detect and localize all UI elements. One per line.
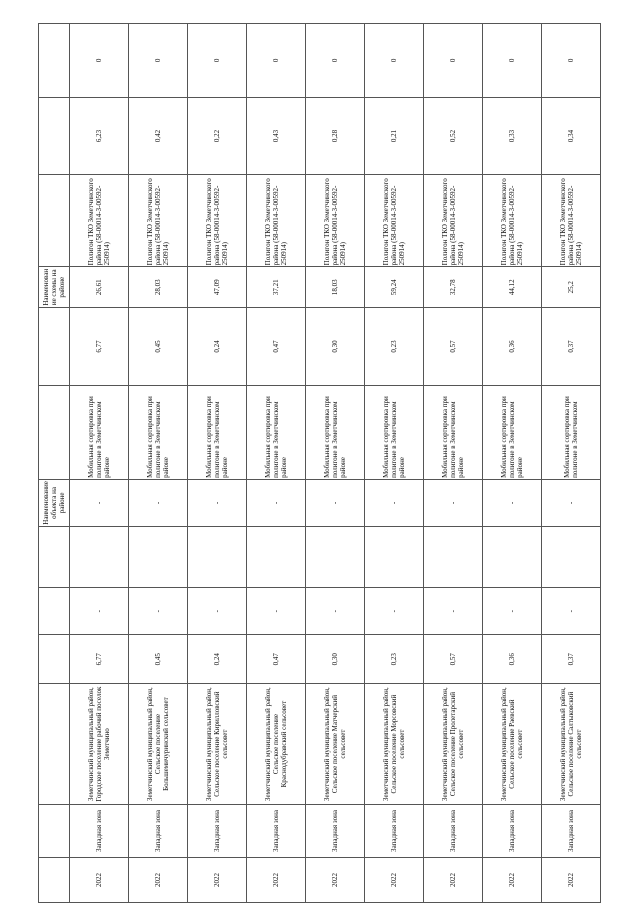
facility-cell: Мобильная сортировка при полигоне в Земетчинском районе xyxy=(306,385,365,479)
header-cell: Наименование схемы на районе xyxy=(39,267,70,308)
year-cell: 2022 xyxy=(129,858,188,903)
year-cell: 2022 xyxy=(247,858,306,903)
dash-cell: - xyxy=(247,588,306,635)
header-cell xyxy=(39,635,70,684)
dash-cell: - xyxy=(483,588,542,635)
municipality-cell: Земетчинский муниципальный район, Сельское поселение Салтыковский сельсовет xyxy=(542,684,601,805)
polygon-cell: Полигон ТКО Земетчинского района (58-00014-З-00592-250914) xyxy=(306,175,365,267)
zone-cell: Западная зона xyxy=(365,804,424,857)
distance-cell: 44,12 xyxy=(483,267,542,308)
header-row xyxy=(39,24,70,903)
facility-cell: Мобильная сортировка при полигоне в Земетчинском районе xyxy=(424,385,483,479)
empty-cell xyxy=(306,526,365,587)
municipality-cell: Земетчинский муниципальный район, Сельское поселение Краснодубравский сельсовет xyxy=(247,684,306,805)
municipality-cell: Земетчинский муниципальный район, Сельское поселение Морсовский сельсовет xyxy=(365,684,424,805)
volume-cell: 0 xyxy=(129,24,188,98)
table-row xyxy=(70,24,129,903)
volume-cell: 0,21 xyxy=(365,97,424,175)
empty-cell xyxy=(424,526,483,587)
volume-cell: 0 xyxy=(483,24,542,98)
zone-cell: Западная зона xyxy=(247,804,306,857)
year-cell: 2022 xyxy=(483,858,542,903)
polygon-cell: Полигон ТКО Земетчинского района (58-00014-З-00592-250914) xyxy=(483,175,542,267)
empty-cell xyxy=(188,526,247,587)
rotated-table-wrapper xyxy=(38,23,588,903)
volume-cell: 0,45 xyxy=(129,635,188,684)
empty-cell xyxy=(129,526,188,587)
dash-cell: - xyxy=(129,479,188,526)
volume-cell: 0,34 xyxy=(542,97,601,175)
dash-cell: - xyxy=(188,479,247,526)
header-cell xyxy=(39,385,70,479)
distance-cell: 18,03 xyxy=(306,267,365,308)
table-row xyxy=(483,24,542,903)
zone-cell: Западная зона xyxy=(188,804,247,857)
empty-cell xyxy=(365,526,424,587)
volume-cell: 0,42 xyxy=(129,97,188,175)
volume-cell: 0 xyxy=(70,24,129,98)
dash-cell: - xyxy=(70,588,129,635)
volume-cell: 0,24 xyxy=(188,635,247,684)
municipality-cell: Земетчинский муниципальный район, Городское поселение рабочий поселок Земетчино xyxy=(70,684,129,805)
volume-cell: 0,28 xyxy=(306,97,365,175)
dash-cell: - xyxy=(247,479,306,526)
volume-cell: 0,23 xyxy=(365,308,424,386)
volume-cell: 0 xyxy=(424,24,483,98)
volume-cell: 0,22 xyxy=(188,97,247,175)
volume-cell: 0,47 xyxy=(247,635,306,684)
header-cell xyxy=(39,804,70,857)
table-row xyxy=(247,24,306,903)
year-cell: 2022 xyxy=(70,858,129,903)
volume-cell: 0,30 xyxy=(306,635,365,684)
zone-cell: Западная зона xyxy=(542,804,601,857)
volume-cell: 6,77 xyxy=(70,308,129,386)
dash-cell: - xyxy=(424,588,483,635)
zone-cell: Западная зона xyxy=(129,804,188,857)
municipality-cell: Земетчинский муниципальный район, Сельское поселение Кирилловский сельсовет xyxy=(188,684,247,805)
volume-cell: 0,47 xyxy=(247,308,306,386)
facility-cell: Мобильная сортировка при полигоне в Земетчинском районе xyxy=(365,385,424,479)
volume-cell: 0 xyxy=(542,24,601,98)
dash-cell: - xyxy=(424,479,483,526)
volume-cell: 0,37 xyxy=(542,308,601,386)
empty-cell xyxy=(483,526,542,587)
table-row xyxy=(188,24,247,903)
distance-cell: 25,2 xyxy=(542,267,601,308)
header-cell xyxy=(39,858,70,903)
volume-cell: 0,57 xyxy=(424,308,483,386)
volume-cell: 0 xyxy=(188,24,247,98)
year-cell: 2022 xyxy=(365,858,424,903)
dash-cell: - xyxy=(129,588,188,635)
municipality-cell: Земетчинский муниципальный район, Сельское поселение Раевский сельсовет xyxy=(483,684,542,805)
facility-cell: Мобильная сортировка при полигоне в Земетчинском районе xyxy=(188,385,247,479)
volume-cell: 6,77 xyxy=(70,635,129,684)
zone-cell: Западная зона xyxy=(424,804,483,857)
volume-cell: 0,30 xyxy=(306,308,365,386)
municipality-cell: Земетчинский муниципальный район, Сельское поселение Матчерский сельсовет xyxy=(306,684,365,805)
year-cell: 2022 xyxy=(424,858,483,903)
dash-cell: - xyxy=(365,479,424,526)
distance-cell: 26,61 xyxy=(70,267,129,308)
volume-cell: 0,37 xyxy=(542,635,601,684)
volume-cell: 0,43 xyxy=(247,97,306,175)
year-cell: 2022 xyxy=(542,858,601,903)
municipality-cell: Земетчинский муниципальный район, Сельское поселение Пролетарский сельсовет xyxy=(424,684,483,805)
header-cell xyxy=(39,175,70,267)
distance-cell: 59,24 xyxy=(365,267,424,308)
zone-cell: Западная зона xyxy=(483,804,542,857)
dash-cell: - xyxy=(542,479,601,526)
header-cell xyxy=(39,526,70,587)
table-row xyxy=(365,24,424,903)
polygon-cell: Полигон ТКО Земетчинского района (58-00014-З-00592-250914) xyxy=(247,175,306,267)
table-row xyxy=(129,24,188,903)
volume-cell: 0,33 xyxy=(483,97,542,175)
polygon-cell: Полигон ТКО Земетчинского района (58-00014-З-00592-250914) xyxy=(424,175,483,267)
polygon-cell: Полигон ТКО Земетчинского района (58-00014-З-00592-250914) xyxy=(188,175,247,267)
volume-cell: 0,45 xyxy=(129,308,188,386)
header-cell xyxy=(39,684,70,805)
dash-cell: - xyxy=(70,479,129,526)
empty-cell xyxy=(542,526,601,587)
facility-cell: Мобильная сортировка при полигоне в Земетчинском xyxy=(542,385,601,479)
volume-cell: 6,23 xyxy=(70,97,129,175)
year-cell: 2022 xyxy=(188,858,247,903)
dash-cell: - xyxy=(365,588,424,635)
volume-cell: 0,36 xyxy=(483,308,542,386)
distance-cell: 47,09 xyxy=(188,267,247,308)
facility-cell: Мобильная сортировка при полигоне в Земетчинском районе xyxy=(129,385,188,479)
facility-cell: Мобильная сортировка при полигоне в Земетчинском районе xyxy=(70,385,129,479)
volume-cell: 0,24 xyxy=(188,308,247,386)
volume-cell: 0,52 xyxy=(424,97,483,175)
empty-cell xyxy=(70,526,129,587)
distance-cell: 32,78 xyxy=(424,267,483,308)
volume-cell: 0,36 xyxy=(483,635,542,684)
year-cell: 2022 xyxy=(306,858,365,903)
municipality-cell: Земетчинский муниципальный район, Сельское поселение Большемичуринский сельсовет xyxy=(129,684,188,805)
facility-cell: Мобильная сортировка при полигоне в Земетчинском районе xyxy=(483,385,542,479)
polygon-cell: Полигон ТКО Земетчинского района (58-00014-З-00592-250914) xyxy=(129,175,188,267)
header-cell xyxy=(39,588,70,635)
volume-cell: 0,57 xyxy=(424,635,483,684)
dash-cell: - xyxy=(188,588,247,635)
dash-cell: - xyxy=(306,588,365,635)
header-cell xyxy=(39,308,70,386)
zone-cell: Западная зона xyxy=(70,804,129,857)
polygon-cell: Полигон ТКО Земетчинского района (58-00014-З-00592-250914) xyxy=(70,175,129,267)
table-row xyxy=(542,24,601,903)
dash-cell: - xyxy=(483,479,542,526)
volume-cell: 0,23 xyxy=(365,635,424,684)
volume-cell: 0 xyxy=(247,24,306,98)
facility-cell: Мобильная сортировка при полигоне в Земетчинском районе xyxy=(247,385,306,479)
distance-cell: 37,21 xyxy=(247,267,306,308)
table-row xyxy=(424,24,483,903)
polygon-cell: Полигон ТКО Земетчинского района (58-00014-З-00592-250914) xyxy=(365,175,424,267)
polygon-cell: Полигон ТКО Земетчинского района (58-00014-З-00592-250914) xyxy=(542,175,601,267)
waste-flow-table xyxy=(38,23,601,903)
distance-cell: 28,03 xyxy=(129,267,188,308)
dash-cell: - xyxy=(542,588,601,635)
empty-cell xyxy=(247,526,306,587)
header-cell: Наименование объекта на районе xyxy=(39,479,70,526)
zone-cell: Западная зона xyxy=(306,804,365,857)
header-cell xyxy=(39,24,70,98)
dash-cell: - xyxy=(306,479,365,526)
header-cell xyxy=(39,97,70,175)
table-row xyxy=(306,24,365,903)
volume-cell: 0 xyxy=(365,24,424,98)
volume-cell: 0 xyxy=(306,24,365,98)
